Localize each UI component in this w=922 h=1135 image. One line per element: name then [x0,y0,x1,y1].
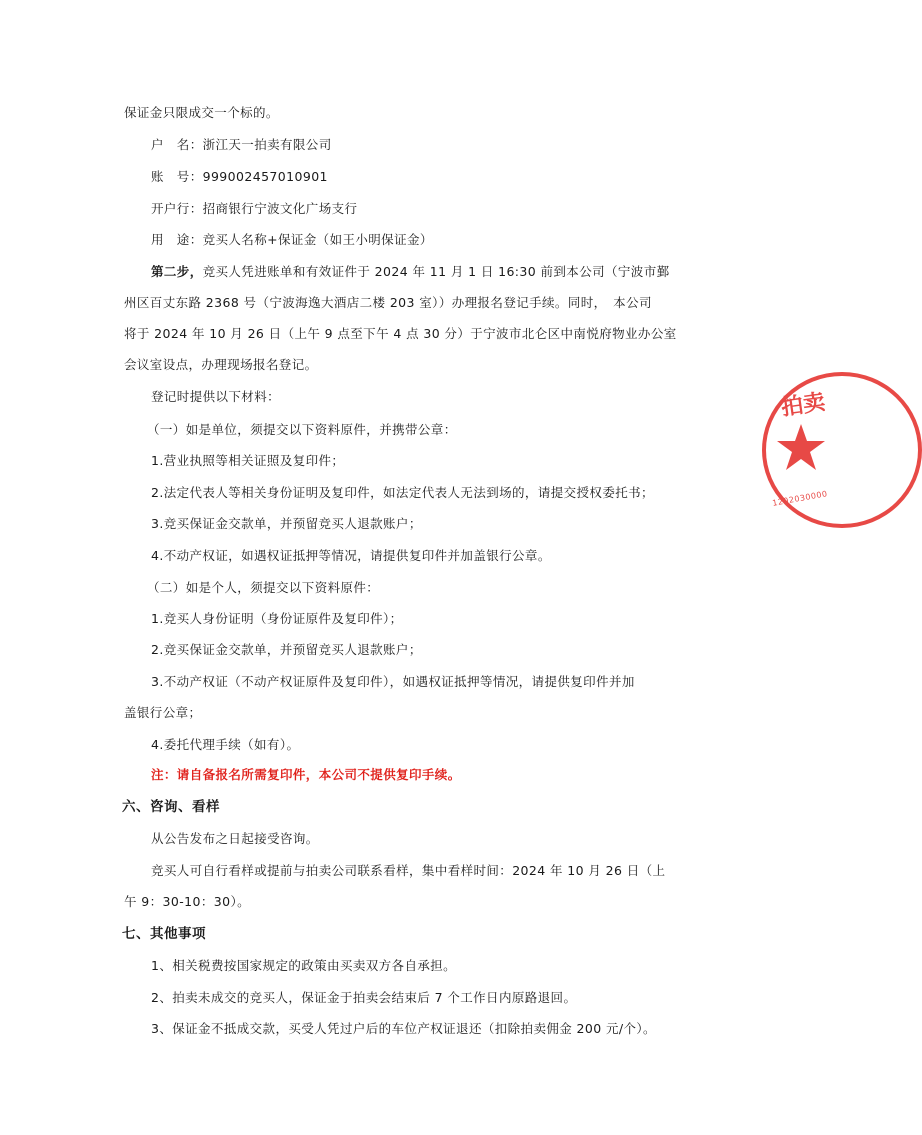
intro-tail: 保证金只限成交一个标的。 [124,105,279,120]
section-6-line-1: 从公告发布之日起接受咨询。 [151,831,319,846]
payment-purpose: 用 途：竞买人名称+保证金（如王小明保证金） [151,232,433,247]
unit-item-2: 2.法定代表人等相关身份证明及复印件，如法定代表人无法到场的，请提交授权委托书； [151,485,654,500]
step2-label: 第二步， [151,264,203,279]
bank-name: 开户行：招商银行宁波文化广场支行 [151,201,358,216]
account-name: 户 名：浙江天一拍卖有限公司 [151,137,332,152]
stamp-text: 拍卖 [779,390,827,421]
unit-item-4: 4.不动产权证，如遇权证抵押等情况，请提供复印件并加盖银行公章。 [151,548,551,563]
unit-header: （一）如是单位，须提交以下资料原件，并携带公章： [147,422,457,437]
person-item-3-line-1: 3.不动产权证（不动产权证原件及复印件），如遇权证抵押等情况，请提供复印件并加 [151,674,635,689]
person-item-4: 4.委托代理手续（如有）。 [151,737,300,752]
section-6-title: 六、咨询、看样 [122,799,220,815]
step2-line-3: 将于 2024 年 10 月 26 日（上午 9 点至下午 4 点 30 分）于宁波市北仑区中南悦府物业办公室 [124,326,677,341]
person-header: （二）如是个人，须提交以下资料原件： [147,580,380,595]
step2-text: 竞买人凭进账单和有效证件于 2024 年 11 月 1 日 16:30 前到本公司（宁波市鄞 [202,264,670,279]
section-7-title: 七、其他事项 [122,926,206,942]
step2-line-4: 会议室设点，办理现场报名登记。 [124,357,318,372]
person-item-1: 1.竞买人身份证明（身份证原件及复印件）； [151,611,403,626]
company-seal-stamp [762,372,922,528]
section-7-item-2: 2、拍卖未成交的竞买人，保证金于拍卖会结束后 7 个工作日内原路退回。 [151,990,577,1005]
unit-item-3: 3.竞买保证金交款单，并预留竞买人退款账户； [151,516,422,531]
materials-intro: 登记时提供以下材料： [151,389,281,404]
section-7-item-1: 1、相关税费按国家规定的政策由买卖双方各自承担。 [151,958,457,973]
section-7-item-3: 3、保证金不抵成交款，买受人凭过户后的车位产权证退还（扣除拍卖佣金 200 元/个）。 [151,1021,656,1036]
section-6-line-2: 竞买人可自行看样或提前与拍卖公司联系看样，集中看样时间：2024 年 10 月 26 日（上 [151,863,666,878]
stamp-number: 1202030000 [771,489,829,508]
section-6-line-3: 午 9：30-10：30）。 [124,894,251,909]
step2-line-2: 州区百丈东路 2368 号（宁波海逸大酒店二楼 203 室））办理报名登记手续。同时， 本公司 [124,295,652,310]
unit-item-1: 1.营业执照等相关证照及复印件； [151,453,345,468]
step2-line-1 [151,264,670,280]
account-number: 账 号：999002457010901 [151,169,328,184]
star-icon [776,422,826,472]
note-red: 注：请自备报名所需复印件，本公司不提供复印手续。 [151,767,461,782]
person-item-2: 2.竞买保证金交款单，并预留竞买人退款账户； [151,642,422,657]
person-item-3-line-2: 盖银行公章； [124,705,202,720]
